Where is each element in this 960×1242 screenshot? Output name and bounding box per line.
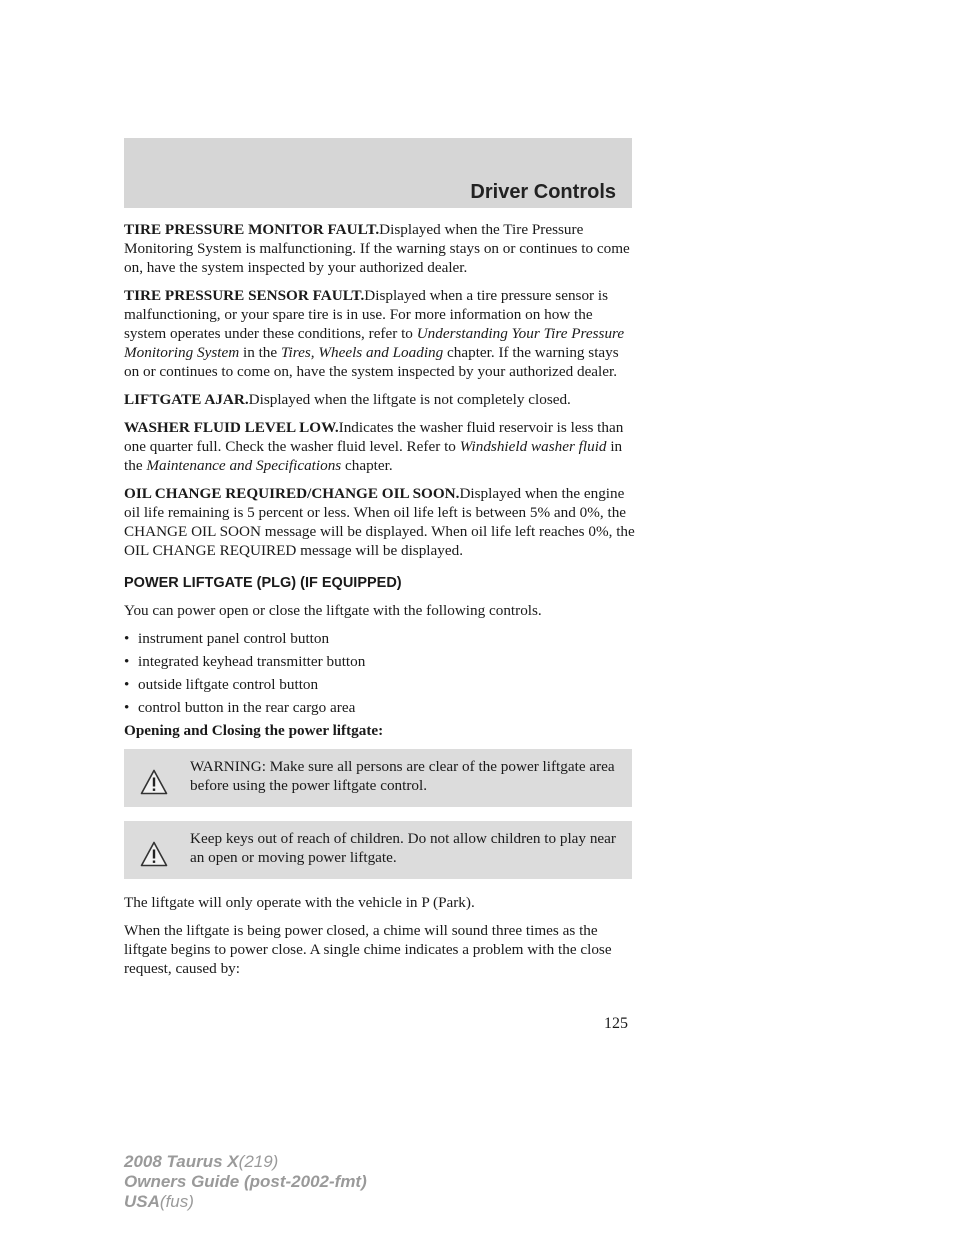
bullet-icon: • <box>124 699 130 716</box>
list-item-text: control button in the rear cargo area <box>138 699 356 716</box>
cross-reference: Windshield washer fluid <box>459 438 607 455</box>
warning-box <box>124 821 632 879</box>
term: WASHER FLUID LEVEL LOW. <box>124 419 339 436</box>
term: TIRE PRESSURE SENSOR FAULT. <box>124 287 365 304</box>
bullet-icon: • <box>124 653 130 670</box>
bullet-icon: • <box>124 630 130 647</box>
warning-text: Keep keys out of reach of children. Do not allow children to play near an open or moving power liftgate. <box>190 830 616 866</box>
paragraph-sensor-fault <box>124 286 636 381</box>
list-item <box>124 629 636 648</box>
list-item <box>124 698 636 717</box>
footer-model: 2008 Taurus X <box>124 1152 239 1171</box>
paragraph-chime: When the liftgate is being power closed, a chime will sound three times as the liftgate begins to power close. A single chime indicates a problem with the close request, caused by: <box>124 922 612 977</box>
description: in the <box>239 344 281 361</box>
description: in the <box>124 438 623 474</box>
list-item <box>124 675 636 694</box>
bullet-icon: • <box>124 676 130 693</box>
description: Displayed when a tire pressure sensor is malfunctioning, or your spare tire is in use. For more information on how the system operates under these conditions, refer to <box>124 287 609 342</box>
footer-line <box>124 1152 367 1172</box>
chapter-header <box>124 138 632 208</box>
cross-reference: Tires, Wheels and Loading <box>280 344 444 361</box>
paragraph-park: The liftgate will only operate with the vehicle in P (Park). <box>124 894 475 911</box>
description: chapter. If the warning stays on or continues to come on, have the system inspected by your authorized dealer. <box>124 344 619 380</box>
list-item-text: integrated keyhead transmitter button <box>138 653 366 670</box>
footer-market: USA <box>124 1192 160 1211</box>
cross-reference: Understanding Your Tire Pressure Monitoring System <box>124 325 625 361</box>
page-content <box>124 220 636 987</box>
paragraph-tpms-fault <box>124 220 636 277</box>
description: Displayed when the Tire Pressure Monitoring System is malfunctioning. If the warning stays on or continues to come on, have the system inspected by your authorized dealer. <box>124 221 630 276</box>
cross-reference: Maintenance and Specifications <box>146 457 342 474</box>
footer-code: (fus) <box>159 1192 194 1211</box>
term: OIL CHANGE REQUIRED/CHANGE OIL SOON. <box>124 485 460 502</box>
chapter-title: Driver Controls <box>470 181 616 203</box>
paragraph-washer-fluid <box>124 418 636 475</box>
subheading: Opening and Closing the power liftgate: <box>124 722 384 739</box>
description: Indicates the washer fluid reservoir is less than one quarter full. Check the washer fluid level. Refer to <box>124 419 624 455</box>
term: TIRE PRESSURE MONITOR FAULT. <box>124 221 380 238</box>
list-item <box>124 652 636 671</box>
section-intro: You can power open or close the liftgate with the following controls. <box>124 602 542 619</box>
section-heading: POWER LIFTGATE (PLG) (IF EQUIPPED) <box>124 575 402 591</box>
footer-guide: Owners Guide (post-2002-fmt) <box>124 1172 367 1191</box>
footer-line <box>124 1192 367 1212</box>
list-item-text: instrument panel control button <box>138 630 330 647</box>
list-item-text: outside liftgate control button <box>138 676 319 693</box>
description: Displayed when the liftgate is not completely closed. <box>248 391 571 408</box>
warning-triangle-icon <box>140 841 168 867</box>
page-number: 125 <box>604 1015 628 1032</box>
footer-line <box>124 1172 367 1192</box>
warning-box <box>124 749 632 807</box>
paragraph-oil-change <box>124 484 636 560</box>
term: LIFTGATE AJAR. <box>124 391 249 408</box>
controls-list <box>124 629 636 717</box>
warning-triangle-icon <box>140 769 168 795</box>
paragraph-liftgate-ajar <box>124 390 636 409</box>
description: Displayed when the engine oil life remaining is 5 percent or less. When oil life left is between 5% and 0%, the CHANGE OIL SOON message will be displayed. When oil life left reaches 0%, the OIL CHANGE REQUIRED message will be displayed. <box>124 485 635 559</box>
description: chapter. <box>341 457 393 474</box>
footer-info <box>124 1152 367 1212</box>
footer-code: (219) <box>238 1152 279 1171</box>
warning-text: WARNING: Make sure all persons are clear of the power liftgate area before using the power liftgate control. <box>190 758 615 794</box>
